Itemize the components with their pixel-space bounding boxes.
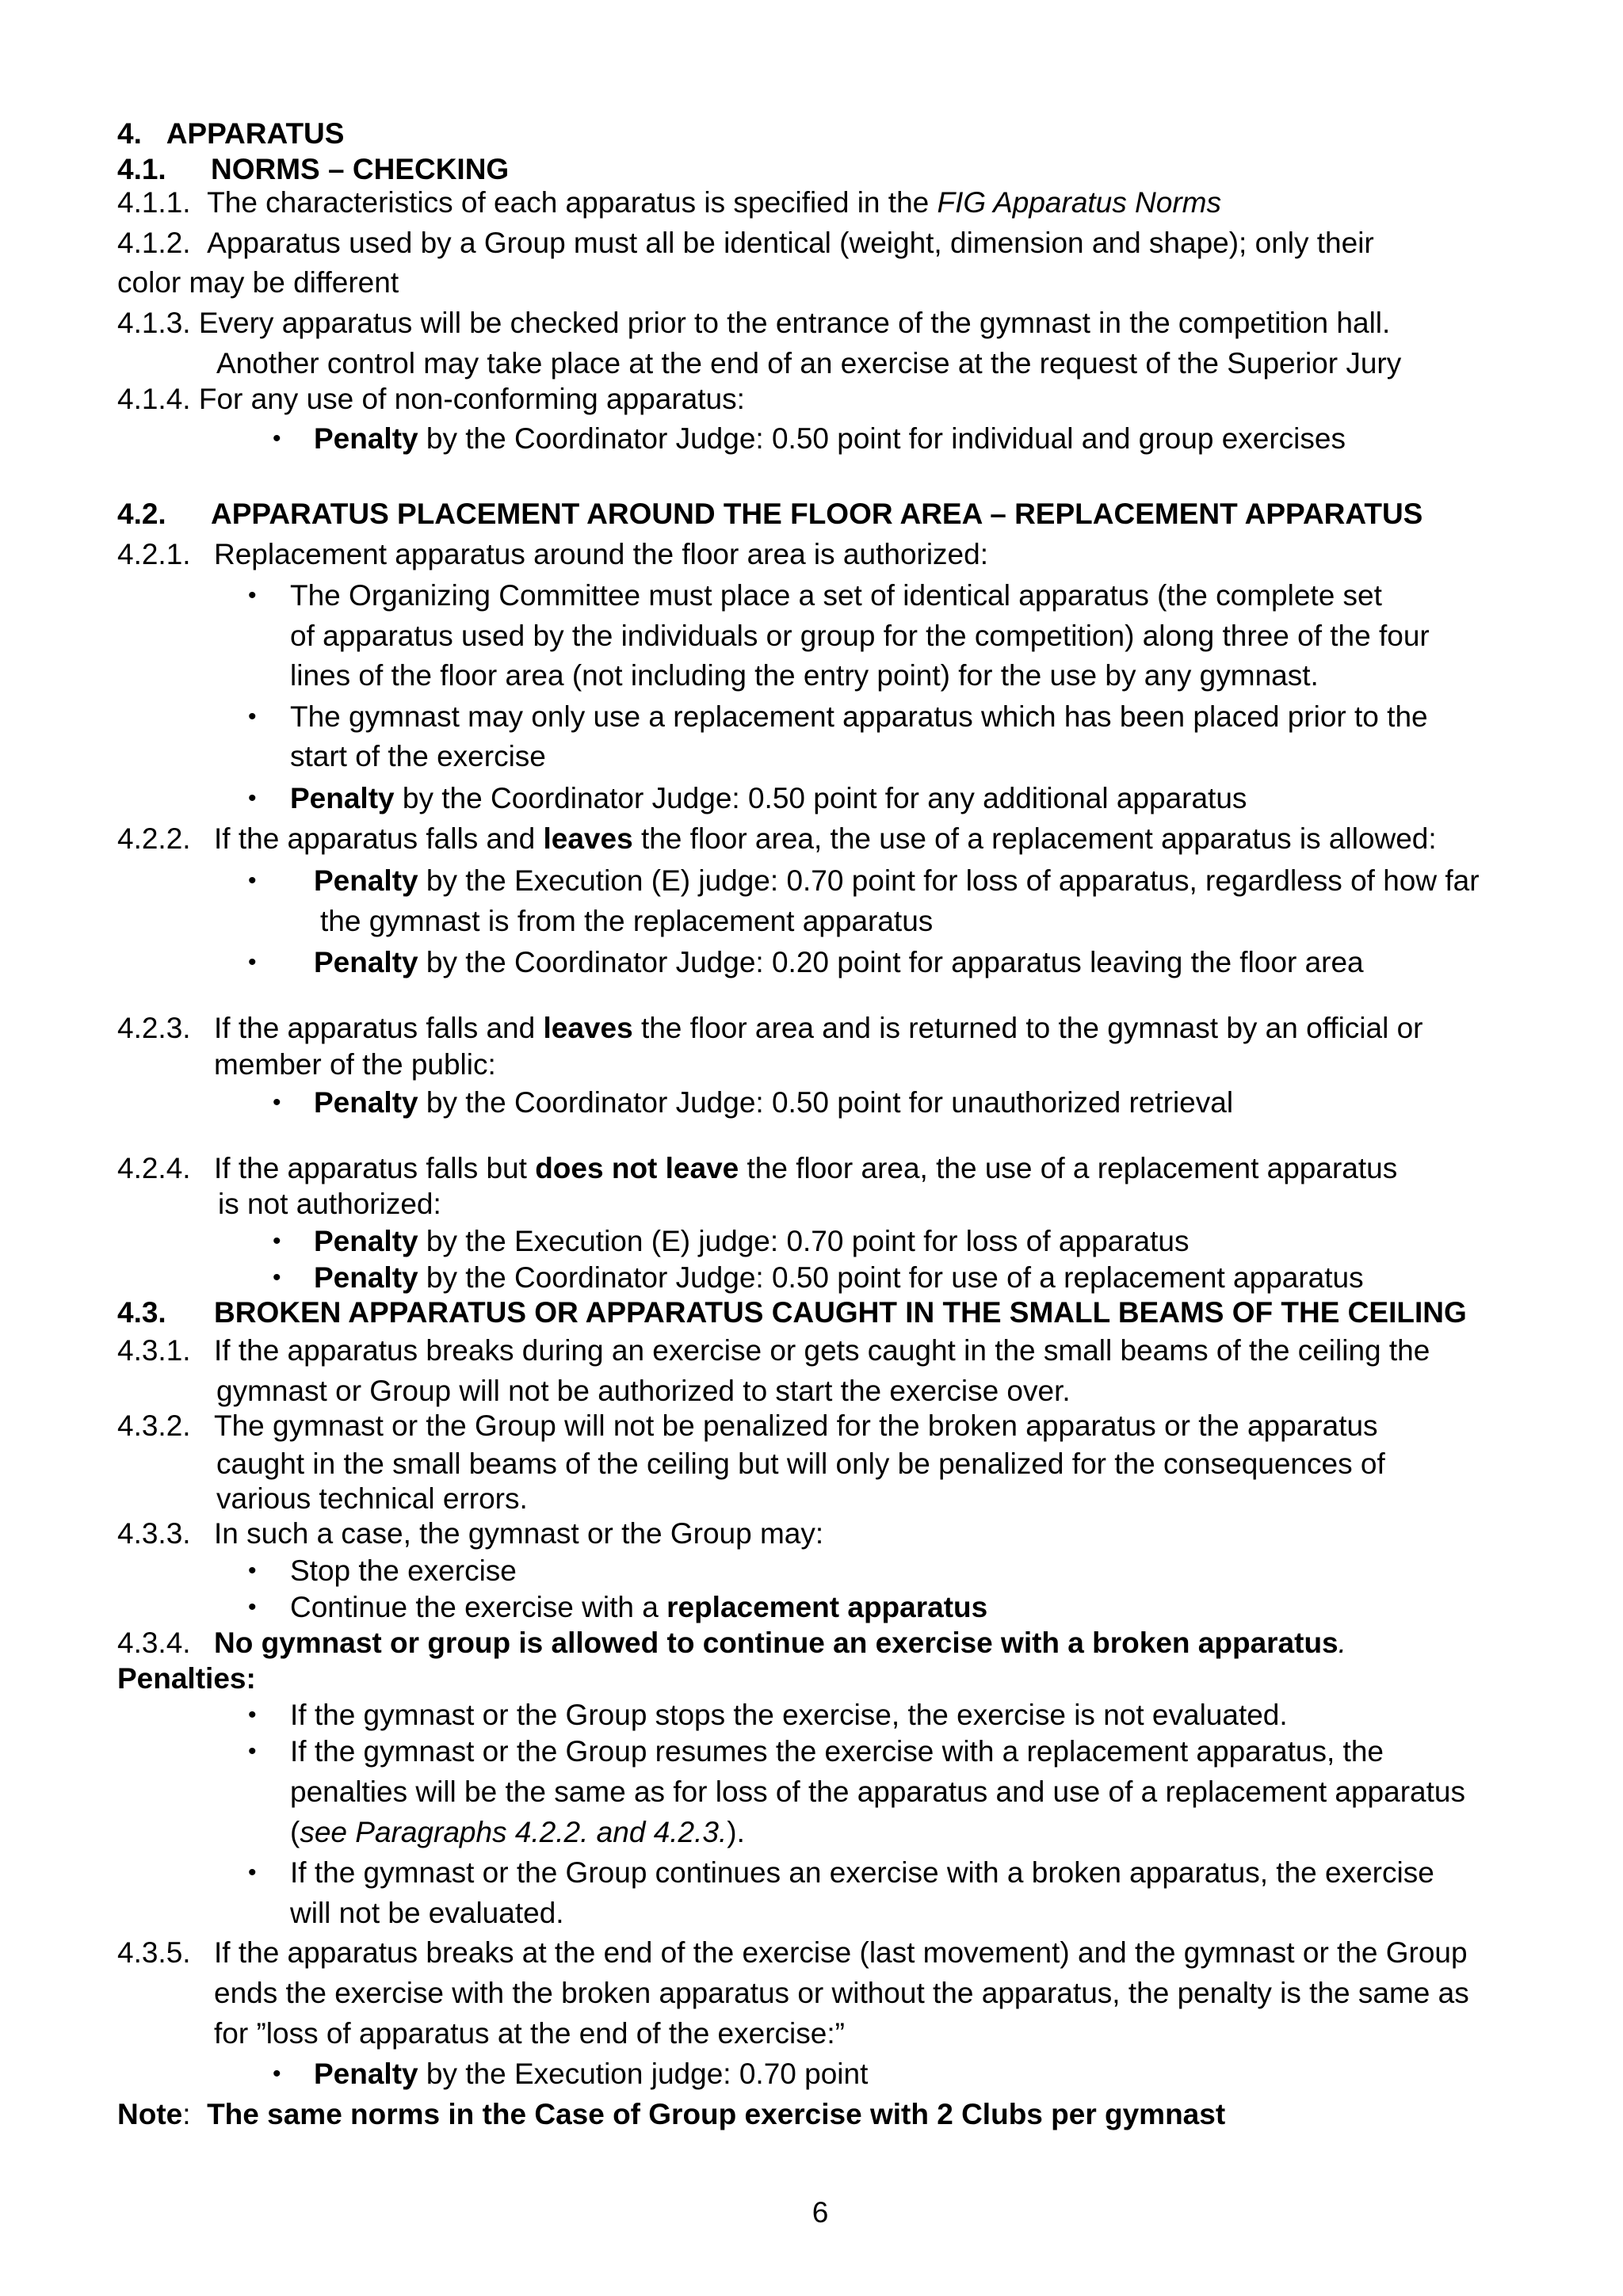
para-number: 4.3.3. (117, 1517, 191, 1550)
subsection-number: 4.2. (117, 498, 166, 530)
para-number: 4.3.1. (117, 1334, 191, 1367)
bold-label: Penalty (314, 1225, 418, 1257)
para-number: 4.2.4. (117, 1152, 191, 1184)
paragraph-4-3-2 (117, 1406, 1378, 1446)
bullet-text: If the gymnast or the Group resumes the exercise with a replacement apparatus, the (290, 1735, 1384, 1768)
bullet-penalty (314, 1222, 1189, 1261)
bullet-text: by the Execution judge: 0.70 point (418, 2058, 869, 2090)
para-number: 4.1.1. (117, 186, 191, 219)
para-text: If the apparatus falls but (214, 1152, 536, 1184)
para-text: the floor area, the use of a replacement apparatus is allowed: (632, 822, 1437, 855)
bullet-text: start of the exercise (290, 740, 546, 772)
bullet-icon: • (248, 1738, 257, 1764)
bullet-icon: • (248, 1702, 257, 1728)
subsection-number: 4.3. (117, 1296, 166, 1329)
paragraph-continuation: various technical errors. (216, 1482, 528, 1515)
bullet-text: of apparatus used by the individuals or group for the competition) along three of the four (290, 620, 1430, 652)
bullet-penalty (314, 1258, 1364, 1298)
para-text: . (1338, 1627, 1346, 1659)
paragraph-4-1-2 (117, 223, 1374, 263)
bullet-text: will not be evaluated. (290, 1897, 564, 1929)
paragraph-4-2-1 (117, 535, 988, 574)
para-number: 4.1.4. (117, 383, 191, 415)
subsection-title: APPARATUS PLACEMENT AROUND THE FLOOR AREA – REPLACEMENT APPARATUS (211, 498, 1423, 530)
subsection-number: 4.1. (117, 153, 166, 185)
paragraph-4-3-3 (117, 1514, 824, 1554)
bullet-icon: • (248, 1594, 257, 1620)
paragraph-continuation: for ”loss of apparatus at the end of the exercise:” (214, 2017, 845, 2050)
bullet-text: ( (290, 1816, 300, 1848)
bullet-icon: • (248, 704, 257, 730)
bullet-penalty (314, 419, 1346, 459)
bullet-icon: • (248, 582, 257, 608)
para-number: 4.2.2. (117, 822, 191, 855)
bullet-continuation: the gymnast is from the replacement apparatus (320, 905, 934, 937)
paragraph-4-2-4 (117, 1149, 1398, 1188)
para-number: 4.1.2. (117, 227, 191, 259)
para-text: If the apparatus breaks during an exercise or gets caught in the small beams of the ceiling the (214, 1334, 1430, 1367)
bullet-text: by the Coordinator Judge: 0.50 point for use of a replacement apparatus (418, 1261, 1364, 1294)
bullet-icon: • (248, 1558, 257, 1584)
bullet-text: The Organizing Committee must place a set of identical apparatus (the complete set (290, 579, 1382, 612)
subsection-title: BROKEN APPARATUS OR APPARATUS CAUGHT IN THE SMALL BEAMS OF THE CEILING (214, 1296, 1467, 1329)
bullet-penalty (314, 943, 1364, 982)
bullet-icon: • (248, 1859, 257, 1886)
para-bold: No gymnast or group is allowed to continue an exercise with a broken apparatus (214, 1627, 1338, 1659)
section-title: APPARATUS (166, 117, 345, 150)
bullet-icon: • (273, 2061, 281, 2087)
bullet-text: lines of the floor area (not including the entry point) for the use by any gymnast. (290, 659, 1319, 692)
bullet-text: by the Coordinator Judge: 0.50 point for any additional apparatus (394, 782, 1247, 814)
paragraph-continuation: Another control may take place at the end of an exercise at the request of the Superior Jury (216, 347, 1402, 379)
para-text: Replacement apparatus around the floor area is authorized: (214, 538, 988, 570)
para-emphasis: FIG Apparatus Norms (937, 186, 1221, 219)
note-text: The same norms in the Case of Group exercise with 2 Clubs per gymnast (207, 2098, 1226, 2130)
para-text: the floor area and is returned to the gymnast by an official or (632, 1012, 1423, 1044)
bold-label: Penalty (290, 782, 395, 814)
para-number: 4.2.3. (117, 1012, 191, 1044)
subsection-title: NORMS – CHECKING (211, 153, 510, 185)
paragraph-4-1-3 (117, 303, 1390, 343)
para-text: The gymnast or the Group will not be penalized for the broken apparatus or the apparatus (214, 1409, 1378, 1442)
bullet-icon: • (273, 425, 281, 452)
note-label: Note (117, 2098, 183, 2130)
para-text: If the apparatus falls and (214, 1012, 544, 1044)
note (117, 2095, 1225, 2134)
bullet-penalty (314, 2054, 868, 2094)
para-bold: leaves (543, 1012, 633, 1044)
bold-label: Penalty (314, 946, 418, 978)
note-colon: : (182, 2098, 208, 2130)
bullet-text: Stop the exercise (290, 1554, 517, 1587)
section-heading (117, 114, 344, 154)
bullet-text: ). (727, 1816, 745, 1848)
page-number: 6 (812, 2196, 829, 2229)
bullet-bold: replacement apparatus (666, 1591, 988, 1623)
bold-label: Penalty (314, 864, 418, 897)
bullet-icon: • (273, 1264, 281, 1291)
para-number: 4.3.4. (117, 1627, 191, 1659)
para-number: 4.3.5. (117, 1936, 191, 1969)
bold-label: Penalty (314, 1261, 418, 1294)
bold-label: Penalty (314, 422, 418, 455)
paragraph-4-3-1 (117, 1331, 1430, 1371)
paragraph-4-2-3 (117, 1009, 1423, 1048)
bullet-text: Continue the exercise with a (290, 1591, 667, 1623)
section-number: 4. (117, 117, 142, 150)
bullet-icon: • (273, 1089, 281, 1116)
para-text: If the apparatus breaks at the end of the exercise (last movement) and the gymnast or the Group (214, 1936, 1468, 1969)
para-text: Every apparatus will be checked prior to the entrance of the gymnast in the competition hall. (198, 307, 1391, 339)
para-text: the floor area, the use of a replacement apparatus (739, 1152, 1398, 1184)
para-number: 4.2.1. (117, 538, 191, 570)
bullet-emphasis: see Paragraphs 4.2.2. and 4.2.3. (300, 1816, 727, 1848)
para-bold: leaves (543, 822, 633, 855)
para-number: 4.3.2. (117, 1409, 191, 1442)
bullet-icon: • (273, 1228, 281, 1254)
paragraph-continuation: member of the public: (214, 1048, 496, 1081)
paragraph-4-3-4 (117, 1623, 1346, 1663)
paragraph-continuation: gymnast or Group will not be authorized to start the exercise over. (216, 1375, 1071, 1407)
bullet-text: by the Coordinator Judge: 0.20 point for apparatus leaving the floor area (418, 946, 1364, 978)
paragraph-continuation: color may be different (117, 266, 399, 299)
penalties-label: Penalties: (117, 1662, 256, 1695)
para-number: 4.1.3. (117, 307, 191, 339)
paragraph-4-2-2 (117, 819, 1437, 859)
paragraph-continuation: is not authorized: (218, 1188, 441, 1220)
paragraph-4-1-1 (117, 183, 1221, 223)
para-text: The characteristics of each apparatus is specified in the (207, 186, 938, 219)
paragraph-4-1-4 (117, 379, 745, 419)
para-text: For any use of non-conforming apparatus: (198, 383, 745, 415)
paragraph-continuation: caught in the small beams of the ceiling but will only be penalized for the consequences of (216, 1447, 1385, 1480)
bullet-text: penalties will be the same as for loss of the apparatus and use of a replacement apparatus (290, 1775, 1465, 1808)
bullet-text: by the Coordinator Judge: 0.50 point for individual and group exercises (418, 422, 1346, 455)
bullet-text: by the Coordinator Judge: 0.50 point for unauthorized retrieval (418, 1086, 1234, 1119)
bold-label: Penalty (314, 1086, 418, 1119)
bullet-text: by the Execution (E) judge: 0.70 point for loss of apparatus (418, 1225, 1190, 1257)
paragraph-4-3-5 (117, 1933, 1468, 1973)
bullet-continuation (290, 1813, 745, 1852)
bullet-text: The gymnast may only use a replacement apparatus which has been placed prior to the (290, 700, 1428, 733)
bullet-penalty (290, 779, 1247, 818)
bullet-text: If the gymnast or the Group stops the exercise, the exercise is not evaluated. (290, 1699, 1288, 1731)
bullet-penalty (314, 1083, 1233, 1123)
bullet-text: If the gymnast or the Group continues an exercise with a broken apparatus, the exercise (290, 1856, 1434, 1889)
paragraph-continuation: ends the exercise with the broken apparatus or without the apparatus, the penalty is the same as (214, 1977, 1469, 2009)
para-text: Apparatus used by a Group must all be identical (weight, dimension and shape); only their (207, 227, 1374, 259)
bullet-penalty (314, 861, 1480, 901)
subsection-heading-4-2 (117, 494, 1423, 534)
bullet-text: by the Execution (E) judge: 0.70 point for loss of apparatus, regardless of how far (418, 864, 1480, 897)
para-text: If the apparatus falls and (214, 822, 544, 855)
bullet-icon: • (248, 785, 257, 811)
bullet-icon: • (248, 868, 257, 894)
bold-label: Penalty (314, 2058, 418, 2090)
para-text: In such a case, the gymnast or the Group may: (214, 1517, 824, 1550)
bullet-item (290, 1588, 987, 1627)
bullet-icon: • (248, 949, 257, 975)
subsection-heading-4-3 (117, 1293, 1467, 1333)
para-bold: does not leave (535, 1152, 739, 1184)
